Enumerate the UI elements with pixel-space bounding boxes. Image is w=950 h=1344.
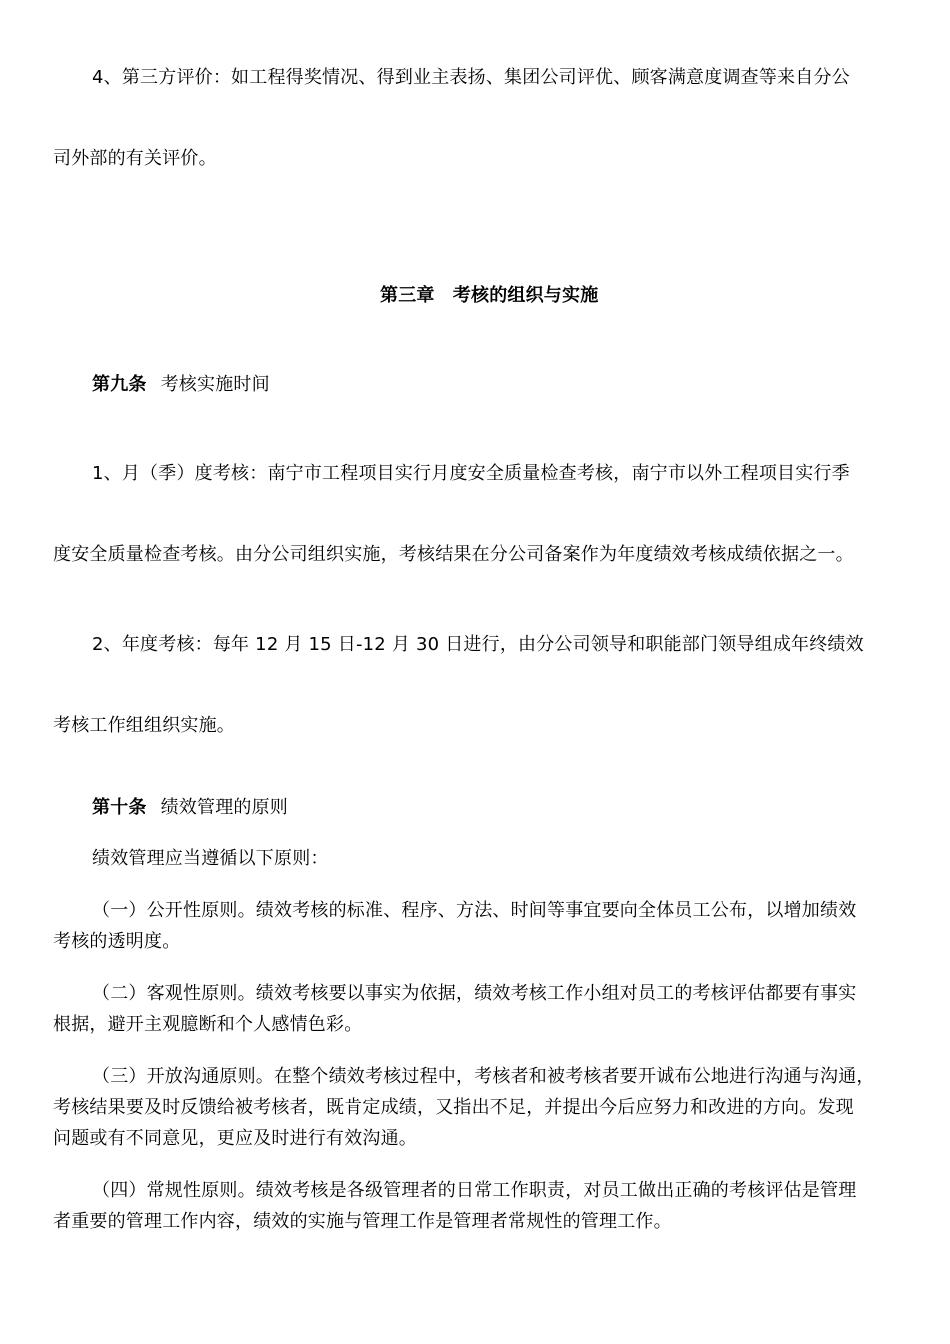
third-party-evaluation-line-1: 4、第三方评价：如工程得奖情况、得到业主表扬、集团公司评优、顾客满意度调查等来自分公: [92, 67, 850, 88]
principle-2-line-2: 根据，避开主观臆断和个人感情色彩。: [53, 1014, 363, 1035]
third-party-evaluation-line-2: 司外部的有关评价。: [53, 148, 217, 169]
monthly-assessment-line-2: 度安全质量检查考核。由分公司组织实施，考核结果在分公司备案作为年度绩效考核成绩依据之一。: [53, 544, 854, 565]
principles-intro: 绩效管理应当遵循以下原则：: [92, 848, 329, 869]
article-9-label: 第九条: [92, 374, 147, 395]
article-9-heading: [92, 372, 270, 398]
principle-2-line-1: （二）客观性原则。绩效考核要以事实为依据，绩效考核工作小组对员工的考核评估都要有事实: [92, 983, 857, 1004]
chapter-title: 第三章 考核的组织与实施: [380, 285, 599, 306]
principle-1-line-1: （一）公开性原则。绩效考核的标准、程序、方法、时间等事宜要向全体员工公布，以增加绩效: [92, 900, 857, 921]
article-9-title: 考核实施时间: [160, 374, 270, 395]
principle-4-line-1: （四）常规性原则。绩效考核是各级管理者的日常工作职责，对员工做出正确的考核评估是管理: [92, 1180, 857, 1201]
article-10-label: 第十条: [92, 797, 147, 818]
annual-assessment-line-1: 2、年度考核：每年 12 月 15 日-12 月 30 日进行，由分公司领导和职能部门领导组成年终绩效: [92, 634, 864, 655]
monthly-assessment-line-1: 1、月（季）度考核：南宁市工程项目实行月度安全质量检查考核，南宁市以外工程项目实行季: [92, 463, 850, 484]
principle-3-line-3: 问题或有不同意见，更应及时进行有效沟通。: [53, 1128, 417, 1149]
article-10-title: 绩效管理的原则: [160, 797, 289, 818]
principle-4-line-2: 者重要的管理工作内容，绩效的实施与管理工作是管理者常规性的管理工作。: [53, 1211, 672, 1232]
annual-assessment-line-2: 考核工作组组织实施。: [53, 715, 235, 736]
principle-3-line-2: 考核结果要及时反馈给被考核者，既肯定成绩，又指出不足，并提出今后应努力和改进的方向。发现: [53, 1097, 854, 1118]
article-10-heading: [92, 795, 288, 821]
principle-1-line-2: 考核的透明度。: [53, 931, 181, 952]
principle-3-line-1: （三）开放沟通原则。在整个绩效考核过程中，考核者和被考核者要开诚布公地进行沟通与沟通，: [92, 1066, 875, 1087]
